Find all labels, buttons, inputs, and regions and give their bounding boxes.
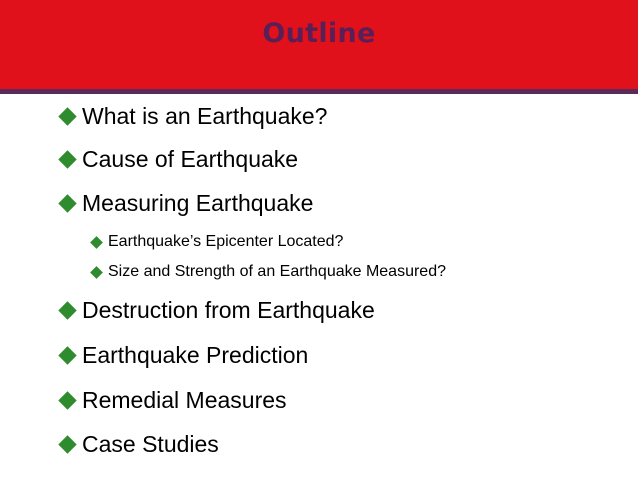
list-item-text: Size and Strength of an Earthquake Measured? (108, 263, 446, 280)
list-item-text: Remedial Measures (82, 387, 287, 413)
list-item-text: Earthquake Prediction (82, 342, 309, 368)
diamond-bullet-icon (58, 107, 76, 125)
list-item (61, 387, 287, 414)
list-item (61, 431, 219, 458)
list-item-sub (92, 263, 446, 281)
diamond-bullet-icon (90, 236, 103, 249)
list-item (61, 190, 313, 217)
diamond-bullet-icon (58, 301, 76, 319)
diamond-bullet-icon (58, 346, 76, 364)
list-item-text: Earthquake’s Epicenter Located? (108, 233, 344, 250)
bullet-list (0, 94, 638, 479)
slide-title: Outline (262, 18, 376, 49)
list-item-text: Destruction from Earthquake (82, 297, 375, 323)
diamond-bullet-icon (58, 435, 76, 453)
diamond-bullet-icon (58, 391, 76, 409)
list-item (61, 342, 308, 369)
list-item (61, 297, 375, 324)
list-item (61, 103, 327, 130)
list-item-sub (92, 233, 343, 251)
diamond-bullet-icon (90, 266, 103, 279)
diamond-bullet-icon (58, 194, 76, 212)
list-item (61, 146, 298, 173)
list-item-text: Cause of Earthquake (82, 146, 299, 172)
list-item-text: Measuring Earthquake (82, 190, 314, 216)
list-item-text: Case Studies (82, 431, 219, 457)
diamond-bullet-icon (58, 150, 76, 168)
list-item-text: What is an Earthquake? (82, 103, 328, 129)
